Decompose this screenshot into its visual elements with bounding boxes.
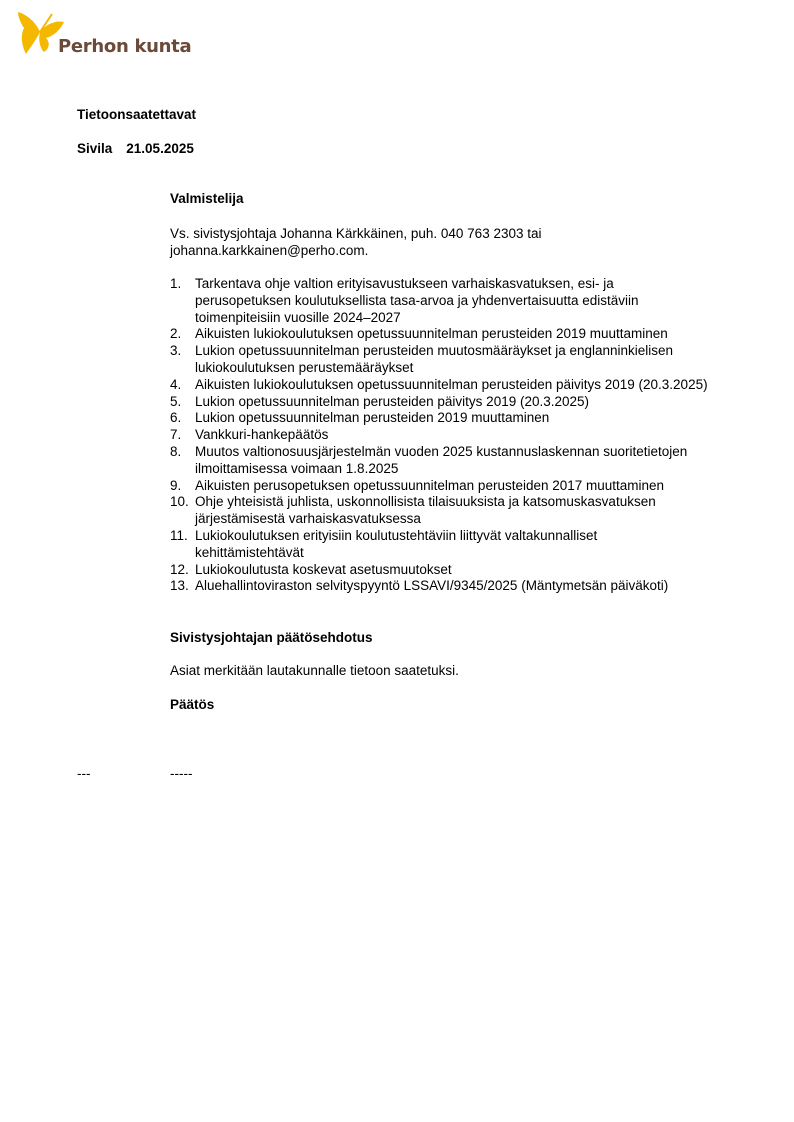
list-item-text: Vankkuri-hankepäätös	[195, 427, 329, 443]
list-item-text: Muutos valtionosuusjärjestelmän vuoden 2025 kustannuslaskennan suoritetietojen	[195, 443, 688, 459]
list-item-text: Ohje yhteisistä juhlista, uskonnollisista tilaisuuksista ja katsomuskasvatuksen	[195, 494, 656, 510]
list-item-number: 4.	[170, 376, 182, 392]
list-item	[170, 578, 770, 595]
list-item-text: Aikuisten perusopetuksen opetussuunnitelman perusteiden 2017 muuttaminen	[195, 477, 665, 493]
list-item-number: 13.	[170, 578, 189, 594]
list-item-number: 7.	[170, 427, 182, 443]
proposal-section	[170, 630, 770, 645]
list-item-number: 2.	[170, 326, 182, 342]
meeting-date: 21.05.2025	[126, 141, 194, 156]
list-item	[170, 394, 770, 411]
list-item-number: 8.	[170, 443, 182, 459]
list-item-text: Lukiokoulutuksen erityisiin koulutustehtäviin liittyvät valtakunnalliset	[195, 527, 598, 543]
list-item-number: 9.	[170, 477, 182, 493]
list-item	[170, 410, 770, 427]
list-item-text: ilmoittamisessa voimaan 1.8.2025	[195, 460, 399, 476]
list-item-number: 10.	[170, 494, 189, 510]
logo-text: Perhon kunta	[58, 36, 192, 57]
list-item-text: Lukion opetussuunnitelman perusteiden 2019 muuttaminen	[195, 410, 550, 426]
list-item-text: lukiokoulutuksen perustemääräykset	[195, 359, 414, 375]
list-item-text: Lukion opetussuunnitelman perusteiden päivitys 2019 (20.3.2025)	[195, 393, 590, 409]
list-item-text: Aikuisten lukiokoulutuksen opetussuunnitelman perusteiden päivitys 2019 (20.3.2025)	[195, 376, 708, 392]
list-item-text: Lukion opetussuunnitelman perusteiden muutosmääräykset ja englanninkielisen	[195, 343, 674, 359]
proposal-title: Sivistysjohtajan päätösehdotus	[170, 630, 373, 645]
list-item	[170, 528, 770, 562]
list-item-text: perusopetuksen koulutuksellista tasa-arvoa ja yhdenvertaisuutta edistäviin	[195, 292, 639, 308]
list-item	[170, 377, 770, 394]
preparer-email: johanna.karkkainen@perho.com.	[170, 243, 369, 258]
list-item	[170, 494, 770, 528]
footer-right-dashes: -----	[170, 766, 193, 781]
list-item-number: 6.	[170, 410, 182, 426]
list-item-text: Tarkentava ohje valtion erityisavustukseen varhaiskasvatuksen, esi- ja	[195, 276, 614, 291]
list-item-text: toimenpiteisiin vuosille 2024–2027	[195, 309, 401, 325]
notice-items-list	[170, 276, 770, 595]
list-item-number: 12.	[170, 561, 189, 577]
municipality-logo	[16, 10, 196, 56]
list-item-number: 1.	[170, 276, 182, 291]
list-item	[170, 343, 770, 377]
list-item	[170, 444, 770, 478]
proposal-text: Asiat merkitään lautakunnalle tietoon saatetuksi.	[170, 663, 459, 678]
preparer-title: Valmistelija	[170, 191, 244, 206]
body-name: Sivila	[77, 141, 113, 156]
preparer-section	[170, 191, 770, 206]
footer-left-dashes: ---	[77, 766, 91, 781]
document-title: Tietoonsaatettavat	[77, 107, 197, 122]
list-item-text: Lukiokoulutusta koskevat asetusmuutokset	[195, 561, 452, 577]
list-item-number: 5.	[170, 393, 182, 409]
list-item	[170, 276, 770, 326]
list-item-text: Aikuisten lukiokoulutuksen opetussuunnitelman perusteiden 2019 muuttaminen	[195, 326, 668, 342]
proposal-text-wrap	[170, 663, 770, 678]
list-item	[170, 326, 770, 343]
list-item	[170, 562, 770, 579]
preparer-contact	[170, 225, 770, 259]
list-item	[170, 427, 770, 444]
decision-section	[170, 697, 770, 712]
list-item-text: Aluehallintoviraston selvityspyyntö LSSAVI/9345/2025 (Mäntymetsän päiväkoti)	[195, 578, 669, 594]
decision-title: Päätös	[170, 697, 215, 712]
preparer-text-line: Vs. sivistysjohtaja Johanna Kärkkäinen, puh. 040 763 2303 tai	[170, 226, 542, 241]
list-item	[170, 478, 770, 495]
list-item-text: järjestämisestä varhaiskasvatuksessa	[195, 511, 421, 527]
list-item-text: kehittämistehtävät	[195, 544, 304, 560]
list-item-number: 11.	[170, 527, 188, 543]
list-item-number: 3.	[170, 343, 182, 359]
meeting-meta	[77, 141, 194, 156]
